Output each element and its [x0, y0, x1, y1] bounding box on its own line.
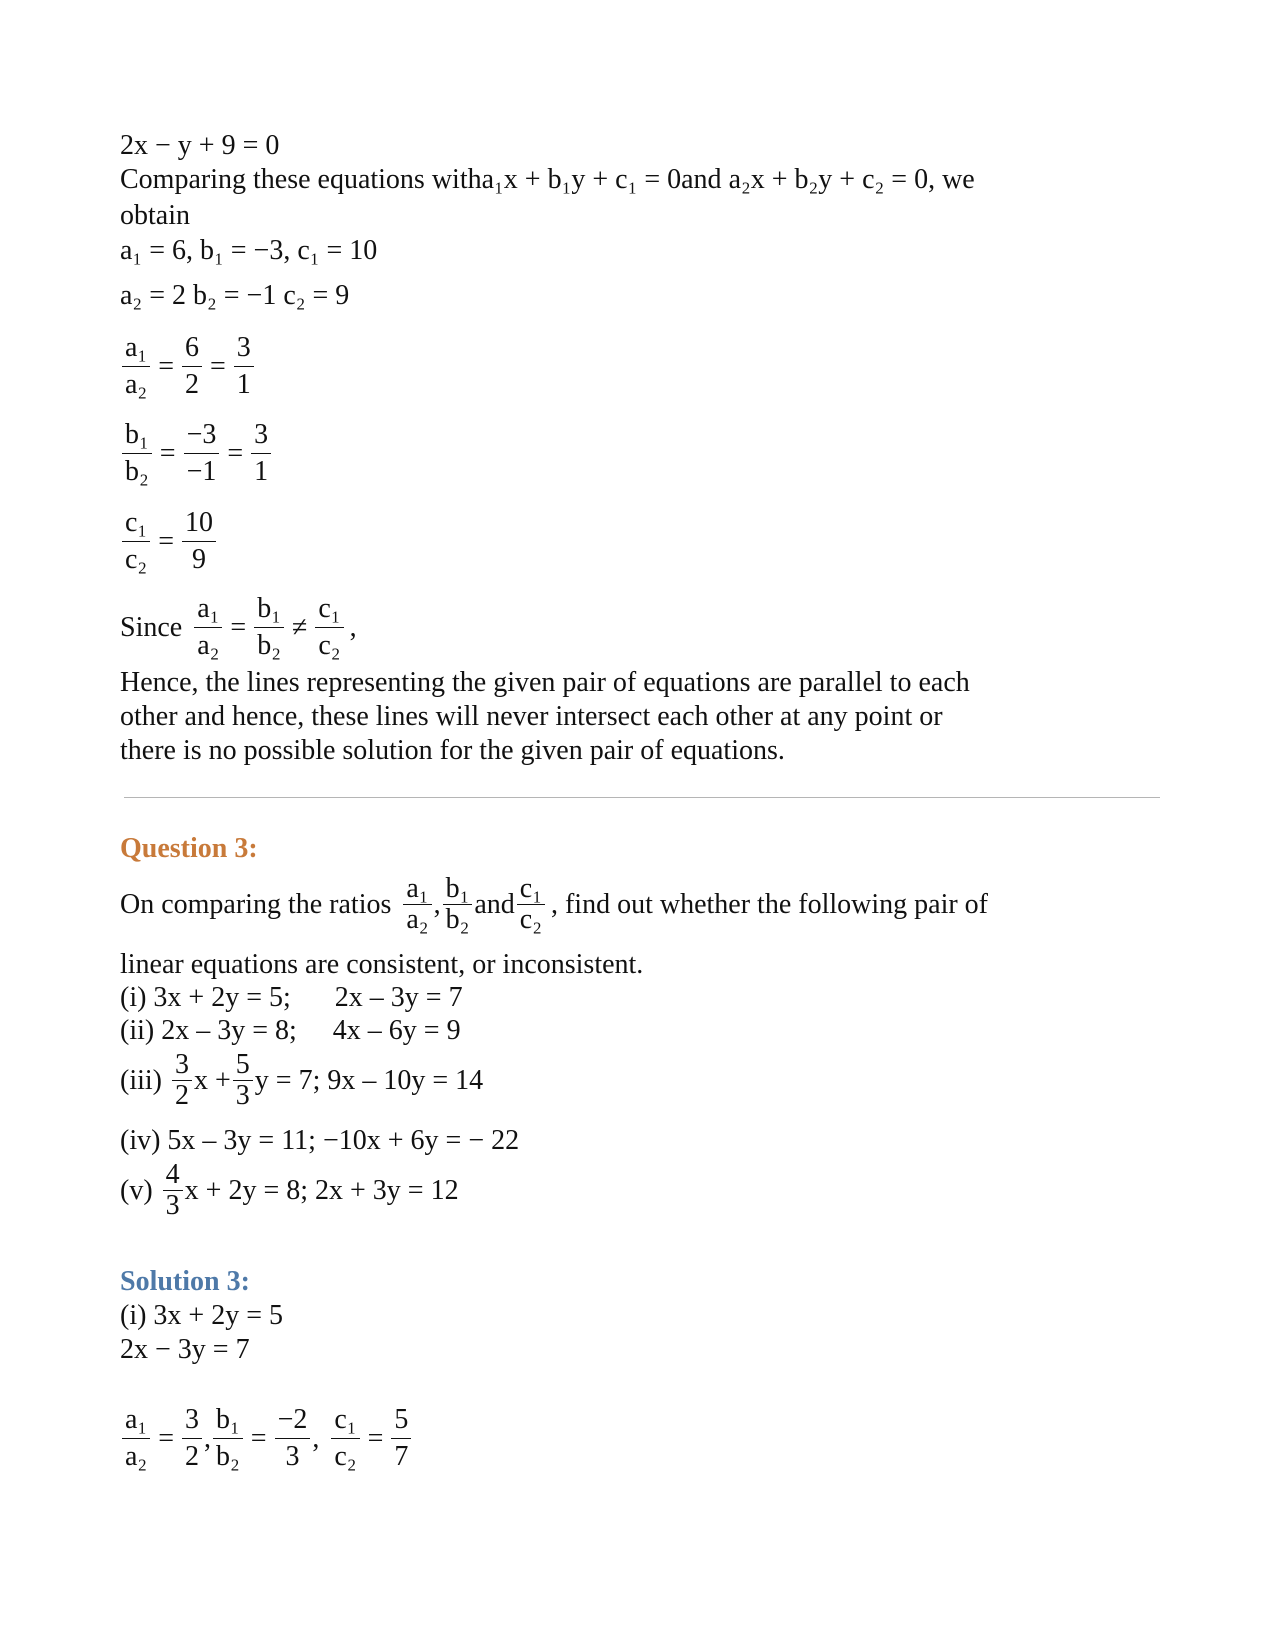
ratio-b-lhs-num: b₁ — [122, 417, 152, 454]
item-v-rest: x + 2y = 8; 2x + 3y = 12 — [184, 1174, 459, 1206]
item-ii-eq2: 4x – 6y = 9 — [332, 1015, 461, 1046]
hence-paragraph — [120, 666, 970, 768]
compare-eq1: a₁x + b₁y + c₁ = 0 — [481, 164, 682, 195]
equation-top: 2x − y + 9 = 0 — [120, 130, 280, 161]
ratio-a-lhs — [122, 330, 150, 403]
sol-ratio-a-num: a₁ — [122, 1402, 150, 1439]
sol-ratio-a-den: a₂ — [125, 1441, 148, 1472]
since-label: Since — [120, 611, 183, 643]
question-item-iv: (iv) 5x – 3y = 11; −10x + 6y = − 22 — [120, 1125, 520, 1156]
compare-line-2: obtain — [120, 200, 190, 231]
question-ratio-c-den: c₂ — [519, 904, 542, 935]
question-item-v — [120, 1160, 459, 1221]
item-v-f-den: 3 — [165, 1190, 180, 1221]
ratio-a-f1-den: 2 — [185, 369, 199, 400]
ratio-c-lhs — [122, 505, 150, 578]
ratio-b-f2-num: 3 — [251, 417, 271, 454]
solution-eq-2: 2x − 3y = 7 — [120, 1334, 250, 1365]
ratio-a-f1-num: 6 — [182, 330, 202, 367]
item-v-f-num: 4 — [163, 1160, 183, 1191]
ratio-c-f1 — [182, 505, 216, 578]
since-b — [254, 591, 284, 664]
item-iii-f1-den: 2 — [175, 1080, 189, 1111]
since-b-num: b₁ — [254, 591, 284, 628]
item-iii-frac-1 — [172, 1050, 192, 1111]
ratio-b: $\frac{\text{b₁}}{\text{b₂}}$ = $\frac{-3}{-1}$ = $\frac{3}{1}$ — [120, 417, 273, 490]
question-ratio-b — [443, 874, 473, 935]
ratio-a-f2-num: 3 — [234, 330, 254, 367]
ratio-b-f1 — [184, 417, 220, 490]
item-iii-label: (iii) — [120, 1064, 162, 1096]
question-heading: Question 3: — [120, 833, 258, 864]
sol-ratio-b-den: b₂ — [216, 1441, 240, 1472]
ratio-b-f2 — [251, 417, 271, 490]
question-item-i — [120, 981, 463, 1015]
ratio-a-lhs-den: a₂ — [125, 369, 148, 400]
coefficients-row-1: a₁ = 6, b₁ = −3, c₁ = 10 — [120, 235, 378, 266]
item-v-frac — [163, 1160, 183, 1221]
hence-line-3: there is no possible solution for the given pair of equations. — [120, 735, 785, 766]
compare-and: and — [681, 164, 729, 195]
coefficients-row-2: a₂ = 2 b₂ = −1 c₂ = 9 — [120, 280, 350, 311]
solution-eq-1: (i) 3x + 2y = 5 — [120, 1300, 284, 1331]
ratio-a-f1 — [182, 330, 202, 403]
question-ratio-a-den: a₂ — [406, 904, 429, 935]
sol-ratio-c-val — [391, 1402, 411, 1475]
question-item-ii — [120, 1014, 461, 1048]
sol-ratio-b-val — [275, 1402, 311, 1475]
question-intro-pre: On comparing the ratios — [120, 888, 392, 920]
since-a-num: a₁ — [194, 591, 222, 628]
sol-ratio-c — [331, 1402, 359, 1475]
item-ii-eq1: (ii) 2x – 3y = 8; — [120, 1015, 297, 1046]
item-i-eq2: 2x – 3y = 7 — [334, 982, 463, 1013]
hence-line-1: Hence, the lines representing the given pair of equations are parallel to each — [120, 667, 970, 698]
item-i-eq1: (i) 3x + 2y = 5; — [120, 982, 291, 1013]
since-a-den: a₂ — [197, 630, 220, 661]
section-divider — [124, 797, 1160, 798]
solution-heading: Solution 3: — [120, 1266, 250, 1297]
question-ratio-c — [517, 874, 545, 935]
compare-post: , we — [928, 164, 975, 195]
ratio-a-lhs-num: a₁ — [122, 330, 150, 367]
ratio-b-lhs-den: b₂ — [125, 456, 149, 487]
hence-line-2: other and hence, these lines will never intersect each other at any point or — [120, 701, 943, 732]
question-and: and — [474, 888, 515, 920]
sol-ratio-c-den: c₂ — [334, 1441, 357, 1472]
sol-ratio-b — [213, 1402, 243, 1475]
question-intro: On comparing the ratios $\frac{\text{a₁}}{\text{a₂}}$ , $\frac{\text{b₁}}{\text{b₂}}$ and $\frac{\text{c₁}}{\text{c₂}}$ , find out whether the following pair of — [120, 873, 988, 935]
ratio-c-f1-num: 10 — [182, 505, 216, 542]
sol-ratio-c-val-den: 7 — [394, 1441, 409, 1472]
ratio-c-lhs-num: c₁ — [122, 505, 150, 542]
item-iii-f2-den: 3 — [235, 1080, 250, 1111]
compare-line — [120, 163, 975, 197]
sol-ratio-b-val-num: −2 — [275, 1402, 311, 1439]
since-b-den: b₂ — [257, 630, 281, 661]
since-c — [315, 591, 343, 664]
since-c-den: c₂ — [318, 630, 341, 661]
question-item-iii — [120, 1050, 483, 1111]
item-iii-f1-num: 3 — [172, 1050, 192, 1081]
ratio-b-f2-den: 1 — [254, 456, 269, 487]
item-iii-frac-2 — [233, 1050, 253, 1111]
question-intro-post: , find out whether the following pair of — [550, 888, 988, 920]
since-line: Since $\frac{\text{a₁}}{\text{a₂}}$ = $\frac{\text{b₁}}{\text{b₂}}$ ≠ $\frac{\text{c₁}}{\text{c₂}}$ , — [120, 591, 357, 664]
compare-pre: Comparing these equations with — [120, 164, 482, 195]
question-ratio-b-num: b₁ — [443, 874, 473, 905]
ratio-c-f1-den: 9 — [192, 544, 206, 575]
since-c-num: c₁ — [315, 591, 343, 628]
sol-ratio-a-val — [182, 1402, 202, 1475]
sol-ratio-b-val-den: 3 — [285, 1441, 300, 1472]
question-ratio-a-num: a₁ — [403, 874, 431, 905]
ratio-b-f1-num: −3 — [184, 417, 220, 454]
question-ratio-b-den: b₂ — [445, 904, 470, 935]
sol-ratio-a-val-num: 3 — [182, 1402, 202, 1439]
sol-ratio-a — [122, 1402, 150, 1475]
item-iii-mid: x + — [194, 1064, 231, 1096]
ratio-b-f1-den: −1 — [186, 456, 217, 487]
ratio-b-lhs — [122, 417, 152, 490]
question-ratio-a — [403, 874, 431, 935]
ratio-c-lhs-den: c₂ — [125, 544, 148, 575]
item-v-label: (v) — [120, 1174, 153, 1206]
sol-ratio-c-num: c₁ — [331, 1402, 359, 1439]
ratio-a: $\frac{\text{a₁}}{\text{a₂}}$ = $\frac{6}{2}$ = $\frac{3}{1}$ — [120, 330, 256, 403]
item-iii-f2-num: 5 — [233, 1050, 253, 1081]
ratio-a-f2-den: 1 — [236, 369, 251, 400]
sol-ratio-a-val-den: 2 — [185, 1441, 199, 1472]
sol-ratio-c-val-num: 5 — [391, 1402, 411, 1439]
item-iii-rest: y = 7; 9x – 10y = 14 — [254, 1064, 484, 1096]
solution-ratios: $\frac{\text{a₁}}{\text{a₂}}$ = $\frac{3}{2}$ , $\frac{\text{b₁}}{\text{b₂}}$ = $\frac{-2}{3}$ , $\frac{\text{c₁}}{\text{c₂}}$ = $\frac{5}{7}$ — [120, 1402, 413, 1475]
ratio-c: $\frac{\text{c₁}}{\text{c₂}}$ = $\frac{10}{9}$ — [120, 505, 218, 578]
sol-ratio-b-num: b₁ — [213, 1402, 243, 1439]
since-a — [194, 591, 222, 664]
ratio-a-f2 — [234, 330, 254, 403]
compare-eq2: a₂x + b₂y + c₂ = 0 — [728, 164, 929, 195]
question-ratio-c-num: c₁ — [517, 874, 545, 905]
question-intro-line-2: linear equations are consistent, or inconsistent. — [120, 949, 644, 980]
